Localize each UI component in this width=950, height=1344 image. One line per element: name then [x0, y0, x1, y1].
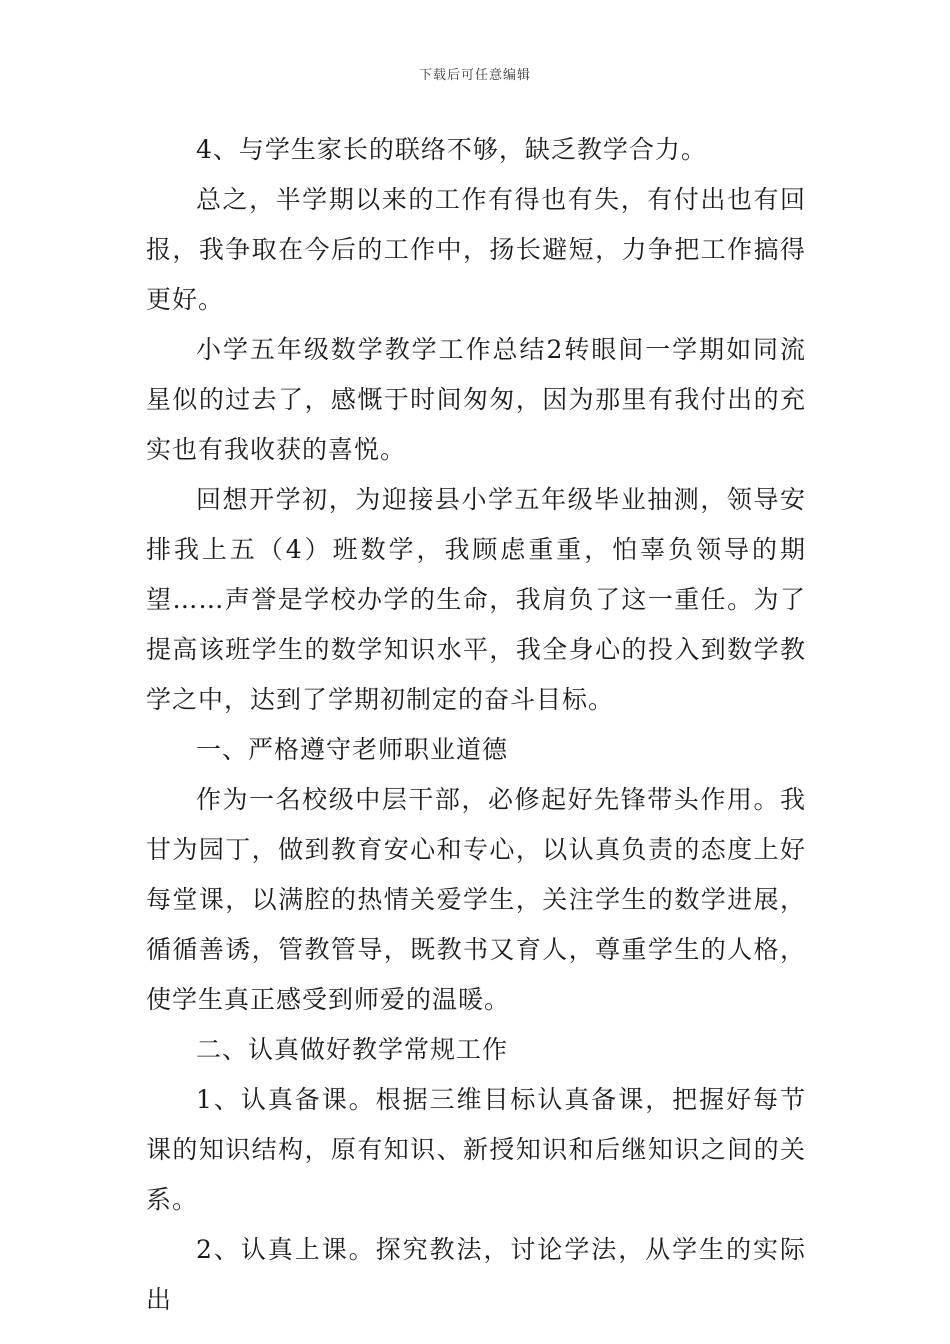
paragraph-ethics: 作为一名校级中层干部，必修起好先锋带头作用。我甘为园丁，做到教育安心和专心，以认真负责的态度上好每堂课，以满腔的热情关爱学生，关注学生的数学进展，循循善诱，管教管导，既教书又育人，尊重学生的人格，使学生真正感受到师爱的温暖。: [146, 785, 806, 1014]
paragraph-summary: 总之，半学期以来的工作有得也有失，有付出也有回报，我争取在今后的工作中，扬长避短，力争把工作搞得更好。: [146, 185, 806, 314]
section-heading-2: 二、认真做好教学常规工作: [196, 1035, 509, 1064]
page-header: 下载后可任意编辑: [418, 68, 531, 83]
paragraph-prepare-lessons: 1、认真备课。根据三维目标认真备课，把握好每节课的知识结构，原有知识、新授知识和后继知识之间的关系。: [146, 1085, 806, 1214]
paragraph-recall: 回想开学初，为迎接县小学五年级毕业抽测，领导安排我上五（4）班数学，我顾虑重重，怕辜负领导的期望……声誉是学校办学的生命，我肩负了这一重任。为了提高该班学生的数学知识水平，我全身心的投入到数学教学之中，达到了学期初制定的奋斗目标。: [146, 485, 806, 714]
document-body: [146, 125, 806, 1325]
paragraph-point-4: 4、与学生家长的联络不够，缺乏教学合力。: [196, 135, 707, 164]
paragraph-teach-lessons: 2、认真上课。探究教法，讨论学法，从学生的实际出: [146, 1235, 806, 1314]
section-heading-1: 一、严格遵守老师职业道德: [196, 735, 509, 764]
paragraph-title-2: 小学五年级数学教学工作总结2转眼间一学期如同流星似的过去了，感慨于时间匆匆，因为那里有我付出的充实也有我收获的喜悦。: [146, 335, 806, 464]
